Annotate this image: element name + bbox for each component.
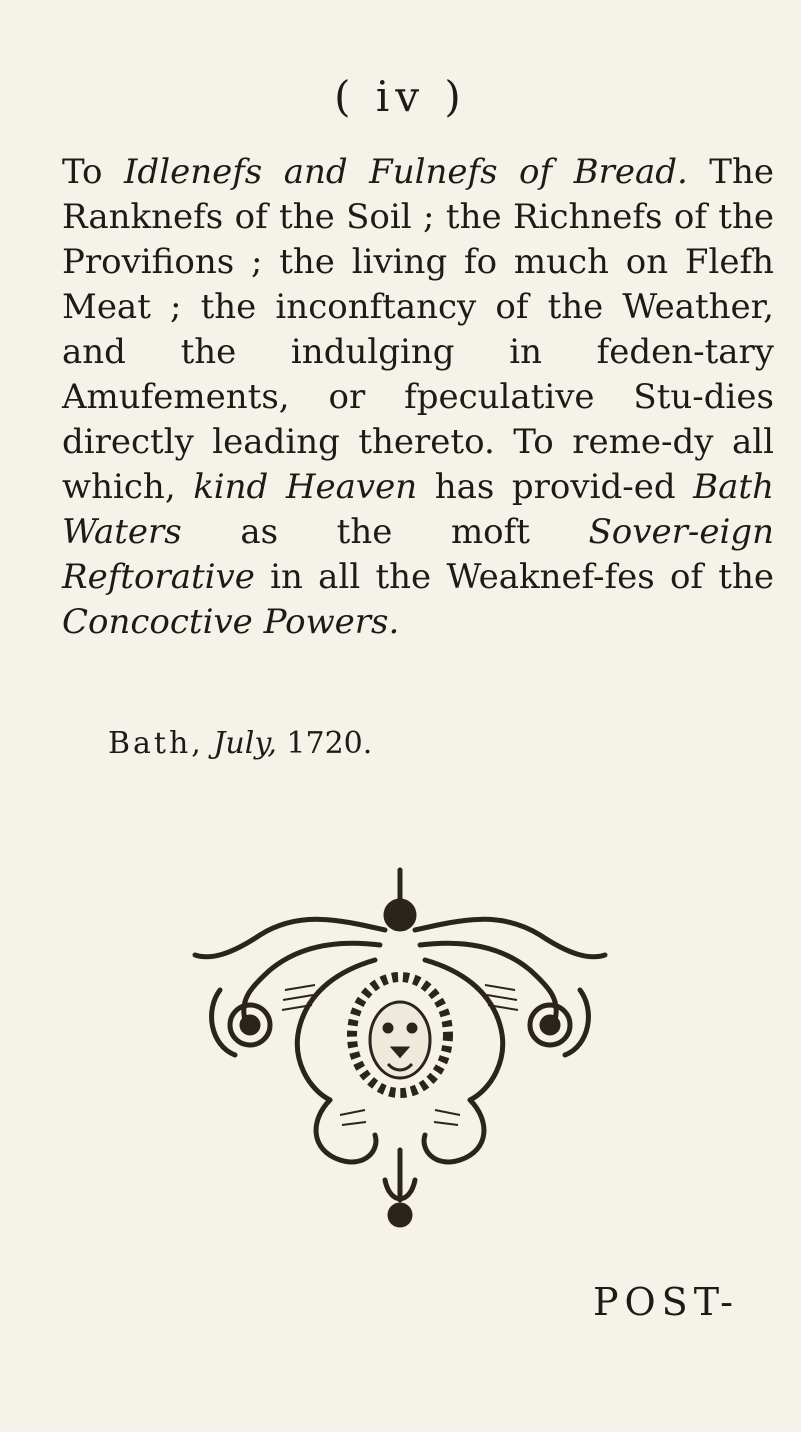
text-segment: To [62, 152, 124, 192]
body-paragraph [62, 150, 774, 645]
catchword: POST- [592, 1280, 739, 1324]
lion-head-ornament-icon [190, 860, 610, 1240]
text-segment: as the moft [181, 512, 589, 552]
signoff-line [108, 726, 372, 761]
text-segment: in all the Weaknef-fes of the [254, 557, 774, 597]
text-segment-italic: Concoctive Powers. [62, 602, 400, 642]
text-segment: has provid-ed [417, 467, 694, 507]
signoff-place: Bath, [108, 726, 204, 761]
signoff-year: 1720. [286, 726, 373, 761]
text-segment: The Ranknefs of the Soil ; the Richnefs of the Provifions ; the living fo much on Flefh Meat ; the inconftancy of the Weather, and the indulging in feden-tary Amufements, or fpeculative Stu-dies directly leading thereto. To reme-dy all which, [62, 152, 774, 507]
signoff-month: July, [213, 726, 277, 761]
text-segment-italic: Idlenefs and Fulnefs of Bread. [124, 152, 688, 192]
text-segment-italic: kind Heaven [193, 467, 418, 507]
text-segment-italic: Bath Waters [62, 467, 774, 552]
page-number: ( iv ) [334, 72, 467, 121]
text-segment-italic: Sover-eign Reftorative [62, 512, 774, 597]
